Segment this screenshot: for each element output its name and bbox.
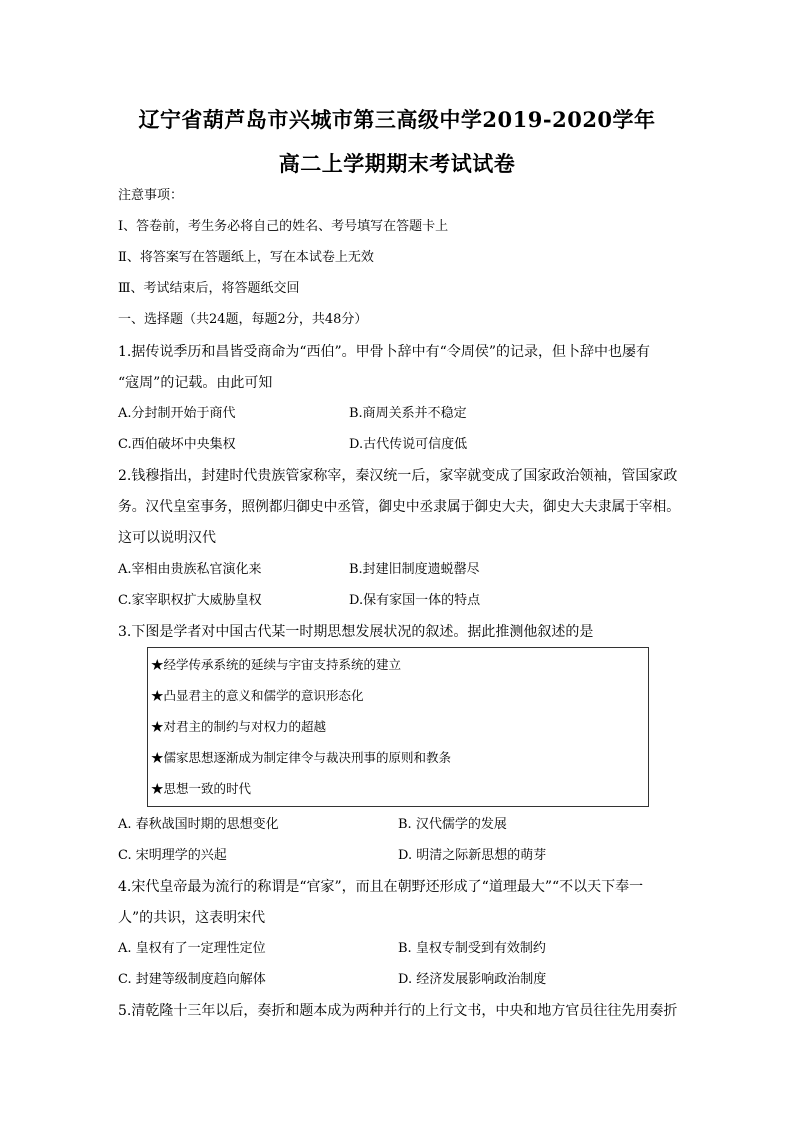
question-1-line-1: 1.据传说季历和昌皆受商命为“西伯”。甲骨卜辞中有“令周侯”的记录，但卜辞中也屡有 [118,344,650,360]
figure-item-4: ★儒家思想逐渐成为制定律令与裁决刑事的原则和教条 [151,750,452,765]
question-1-option-a: A.分封制开始于商代 [118,406,236,421]
question-3-option-d: D. 明清之际新思想的萌芽 [398,848,547,863]
question-2-line-2: 务。汉代皇室事务，照例都归御史中丞管，御史中丞隶属于御史大夫，御史大夫隶属于宰相。 [118,499,681,515]
question-1-option-d: D.古代传说可信度低 [349,437,468,452]
question-4-line-1: 4.宋代皇帝最为流行的称谓是“官家”，而且在朝野还形成了“道理最大”“不以天下奉一 [118,879,644,895]
question-2-option-a: A.宰相由贵族私官演化来 [118,562,262,577]
question-2-option-c: C.家宰职权扩大威胁皇权 [118,593,262,608]
notes-heading: 注意事项： [118,188,184,203]
figure-item-5: ★思想一致的时代 [151,781,252,796]
question-4-option-a: A. 皇权有了一定理性定位 [118,941,266,956]
note-item-1: Ⅰ、答卷前，考生务必将自己的姓名、考号填写在答题卡上 [118,219,449,234]
question-4-option-c: C. 封建等级制度趋向解体 [118,972,266,987]
exam-title-line2: 高二上学期期末考试试卷 [278,151,516,176]
question-1-line-2: “寇周”的记载。由此可知 [118,375,273,391]
question-1-option-c: C.西伯破坏中央集权 [118,437,236,452]
question-1-option-b: B.商周关系并不稳定 [349,406,467,421]
question-4-option-b: B. 皇权专制受到有效制约 [398,941,546,956]
section-heading: 一、选择题（共24题，每题2分，共48分） [118,312,368,327]
question-3-option-c: C. 宋明理学的兴起 [118,848,227,863]
figure-item-2: ★凸显君主的意义和儒学的意识形态化 [151,688,364,703]
question-4-line-2: 人”的共识，这表明宋代 [118,910,266,926]
question-2-option-b: B.封建旧制度遗蜕罄尽 [349,562,480,577]
question-2-option-d: D.保有家国一体的特点 [349,593,481,608]
note-item-2: Ⅱ、将答案写在答题纸上，写在本试卷上无效 [118,250,374,265]
question-2-line-1: 2.钱穆指出，封建时代贵族管家称宰，秦汉统一后，家宰就变成了国家政治领袖，管国家政 [118,468,678,484]
question-5-line-1: 5.清乾隆十三年以后，奏折和题本成为两种并行的上行文书，中央和地方官员往往先用奏折 [118,1003,678,1019]
question-2-line-3: 这可以说明汉代 [118,530,216,546]
question-3-line-1: 3.下图是学者对中国古代某一时期思想发展状况的叙述。据此推测他叙述的是 [118,624,594,640]
exam-title-line1: 辽宁省葫芦岛市兴城市第三高级中学2019-2020学年 [138,107,656,132]
figure-item-1: ★经学传承系统的延续与宇宙支持系统的建立 [151,657,402,672]
figure-item-3: ★对君主的制约与对权力的超越 [151,719,327,734]
note-item-3: Ⅲ、考试结束后，将答题纸交回 [118,281,300,296]
question-3-option-b: B. 汉代儒学的发展 [398,817,507,832]
question-4-option-d: D. 经济发展影响政治制度 [398,972,547,987]
question-3-option-a: A. 春秋战国时期的思想变化 [118,817,279,832]
question-3-figure-box [147,647,649,807]
